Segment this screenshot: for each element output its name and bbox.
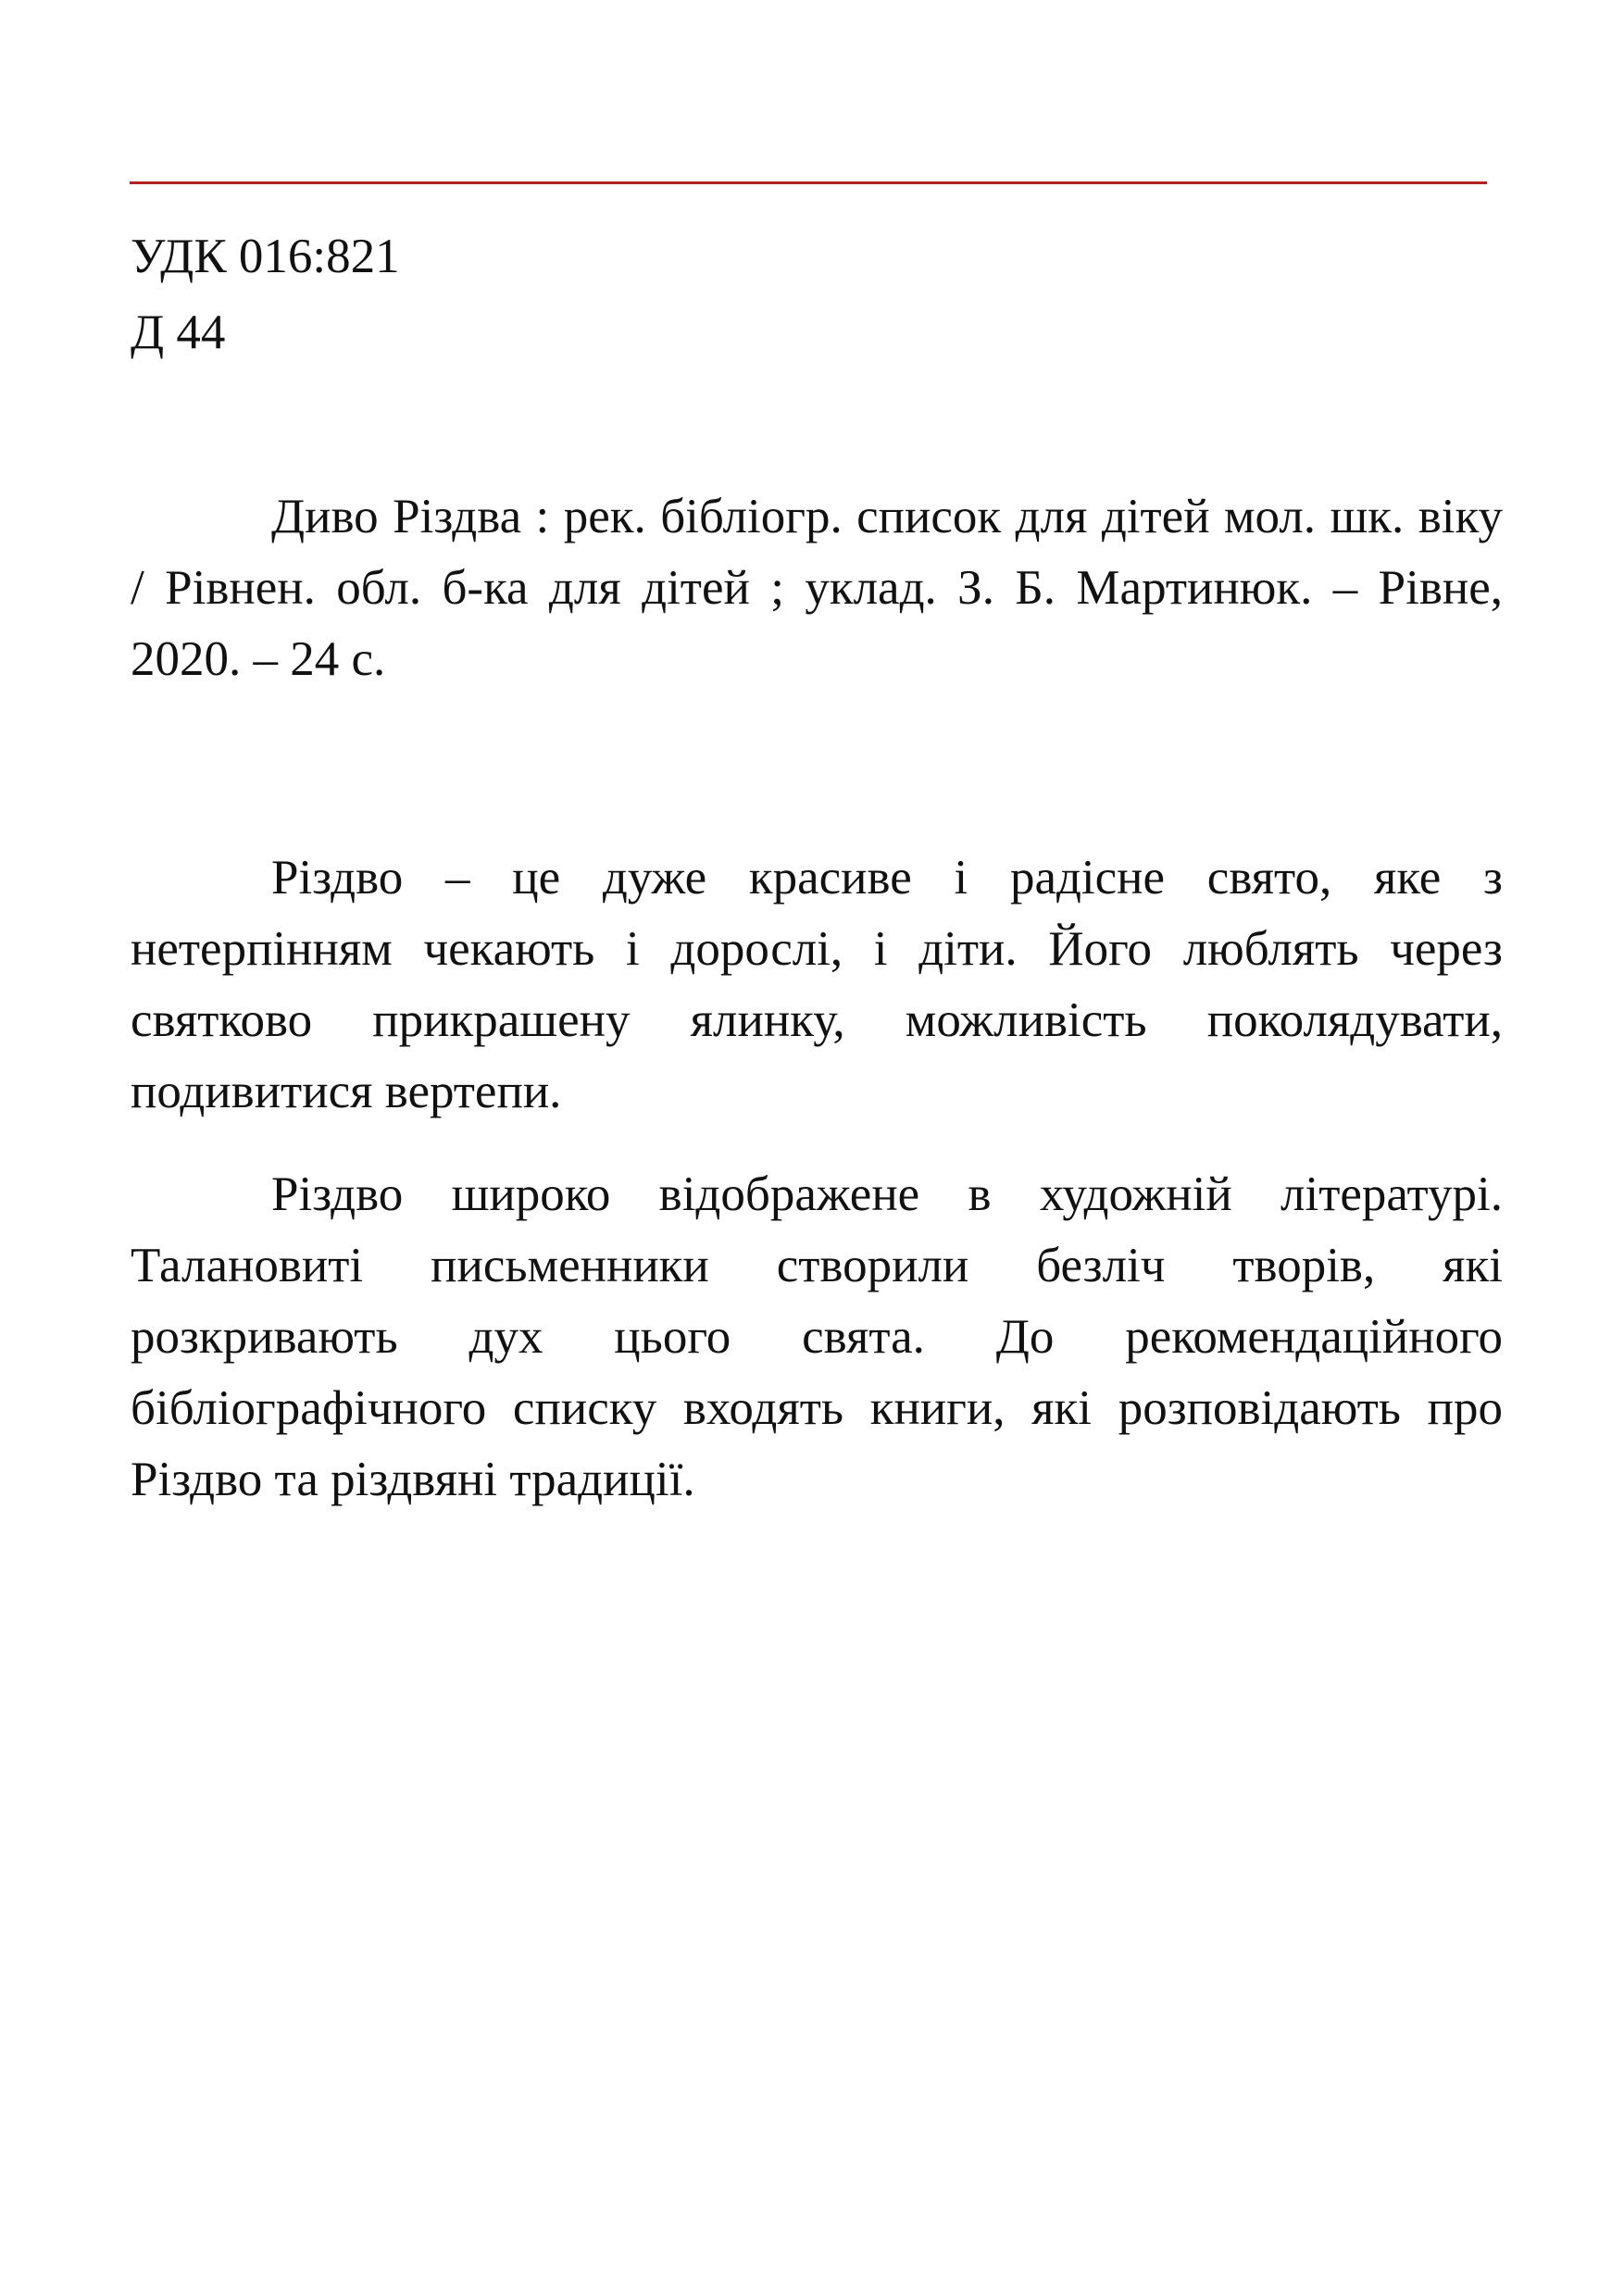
bibliographic-citation: Диво Різдва : рек. бібліогр. список для дітей мол. шк. віку / Рівнен. обл. б-ка для дітей ; уклад. З. Б. Мартинюк. – Рівне, 2020. – 24 с.: [131, 490, 1503, 686]
catalog-codes: [131, 218, 400, 370]
intro-paragraph-1: Різдво – це дуже красиве і радісне свято, яке з нетерпінням чекають і дорослі, і діти. Його люблять через святково прикрашену ялинку, можливість поколядувати, подивитися вертепи.: [131, 851, 1503, 1118]
udk-code: УДК 016:821: [131, 230, 400, 283]
author-mark: Д 44: [131, 306, 226, 359]
header-rule: [130, 181, 1487, 184]
intro-paragraph-2: Різдво широко відображене в художній літературі. Талановиті письменники створили безліч творів, які розкривають дух цього свята. До рекомендаційного бібліографічного списку входять книги, які розповідають про Різдво та різдвяні традиції.: [131, 1167, 1503, 1506]
